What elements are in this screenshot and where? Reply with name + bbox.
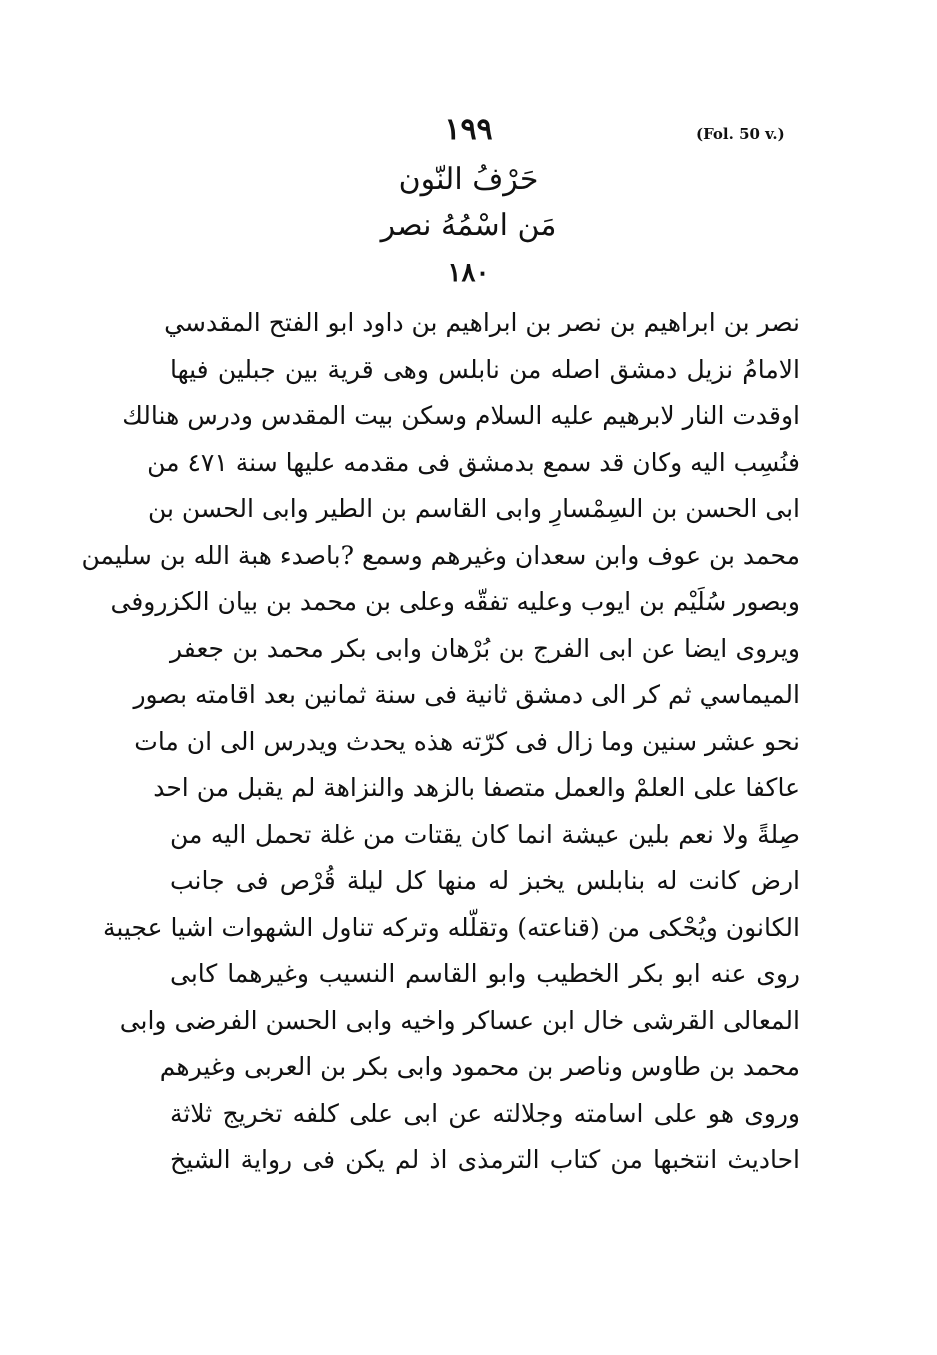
text-line: محمد بن طاوس وناصر بن محمود وابى بكر بن العربى وغيرهم bbox=[159, 1052, 800, 1081]
text-line: احاديث انتخبها من كتاب الترمذى اذ لم يكن فى رواية الشيخ bbox=[170, 1145, 800, 1174]
text-line: صِلةً ولا نعم بلين عيشة انما كان يقتات من غلة تحمل اليه من bbox=[170, 819, 800, 849]
text-line: ويروى ايضا عن ابى الفرج بن بُرْهان وابى بكر محمد بن جعفر bbox=[170, 633, 800, 663]
text-line: عاكفا على العلمْ والعمل متصفا بالزهد والنزاهة لم يقبل من احد bbox=[153, 773, 800, 802]
body-text bbox=[81, 300, 800, 1184]
chapter-heading: حَرْفُ النّون bbox=[398, 162, 539, 197]
entry-number: ١٨٠ bbox=[447, 258, 490, 288]
section-heading: مَن اسْمُهُ نصر bbox=[380, 208, 557, 243]
text-line: الميماسي ثم كر الى دمشق ثانية فى سنة ثمانين بعد اقامته بصور bbox=[133, 680, 800, 709]
text-line: ارض كانت له بنابلس يخبز له منها كل ليلة قُرْص فى جانب bbox=[170, 866, 800, 895]
text-line: فنُسِب اليه وكان قد سمع بدمشق فى مقدمه عليها سنة ٤٧١ من bbox=[147, 447, 800, 477]
page-number: ١٩٩ bbox=[444, 112, 493, 147]
text-line: اوقدت النار لابرهيم عليه السلام وسكن بيت المقدس ودرس هنالك bbox=[122, 401, 800, 430]
text-line: محمد بن عوف وابن سعدان وغيرهم وسمع ?باصدء هبة الله بن سليمن bbox=[81, 540, 800, 570]
text-line: وروى هو على اسامته وجلالته عن ابى على كلفه تخريج ثلاثة bbox=[170, 1098, 800, 1128]
text-line: المعالى القرشى خال ابن عساكر واخيه وابى الحسن الفرضى وابى bbox=[119, 1005, 800, 1035]
text-line: نصر بن ابراهيم بن نصر بن ابراهيم بن داود ابو الفتح المقدسي bbox=[164, 308, 800, 337]
folio-reference: (Fol. 50 v.) bbox=[696, 125, 785, 143]
text-line: الكانون ويُحْكى من (قناعته) وتقلّله وتركه تناول الشهوات اشيا عجيبة bbox=[103, 912, 800, 942]
text-line: وبصور سُلَيْم بن ايوب وعليه تفقّه وعلى بن محمد بن بيان الكزروفى bbox=[110, 587, 800, 616]
text-line: الامامُ نزيل دمشق اصله من نابلس وهى قرية بين جبلين فيها bbox=[170, 354, 800, 384]
text-line: ابى الحسن بن السِمْسارِ وابى القاسم بن الطير وابى الحسن بن bbox=[147, 494, 800, 523]
text-line: نحو عشر سنين وما زال فى كرّته هذه يحدث ويدرس الى ان مات bbox=[134, 726, 800, 756]
text-line: روى عنه ابو بكر الخطيب وابو القاسم النسيب وغيرهما كابى bbox=[170, 959, 800, 988]
